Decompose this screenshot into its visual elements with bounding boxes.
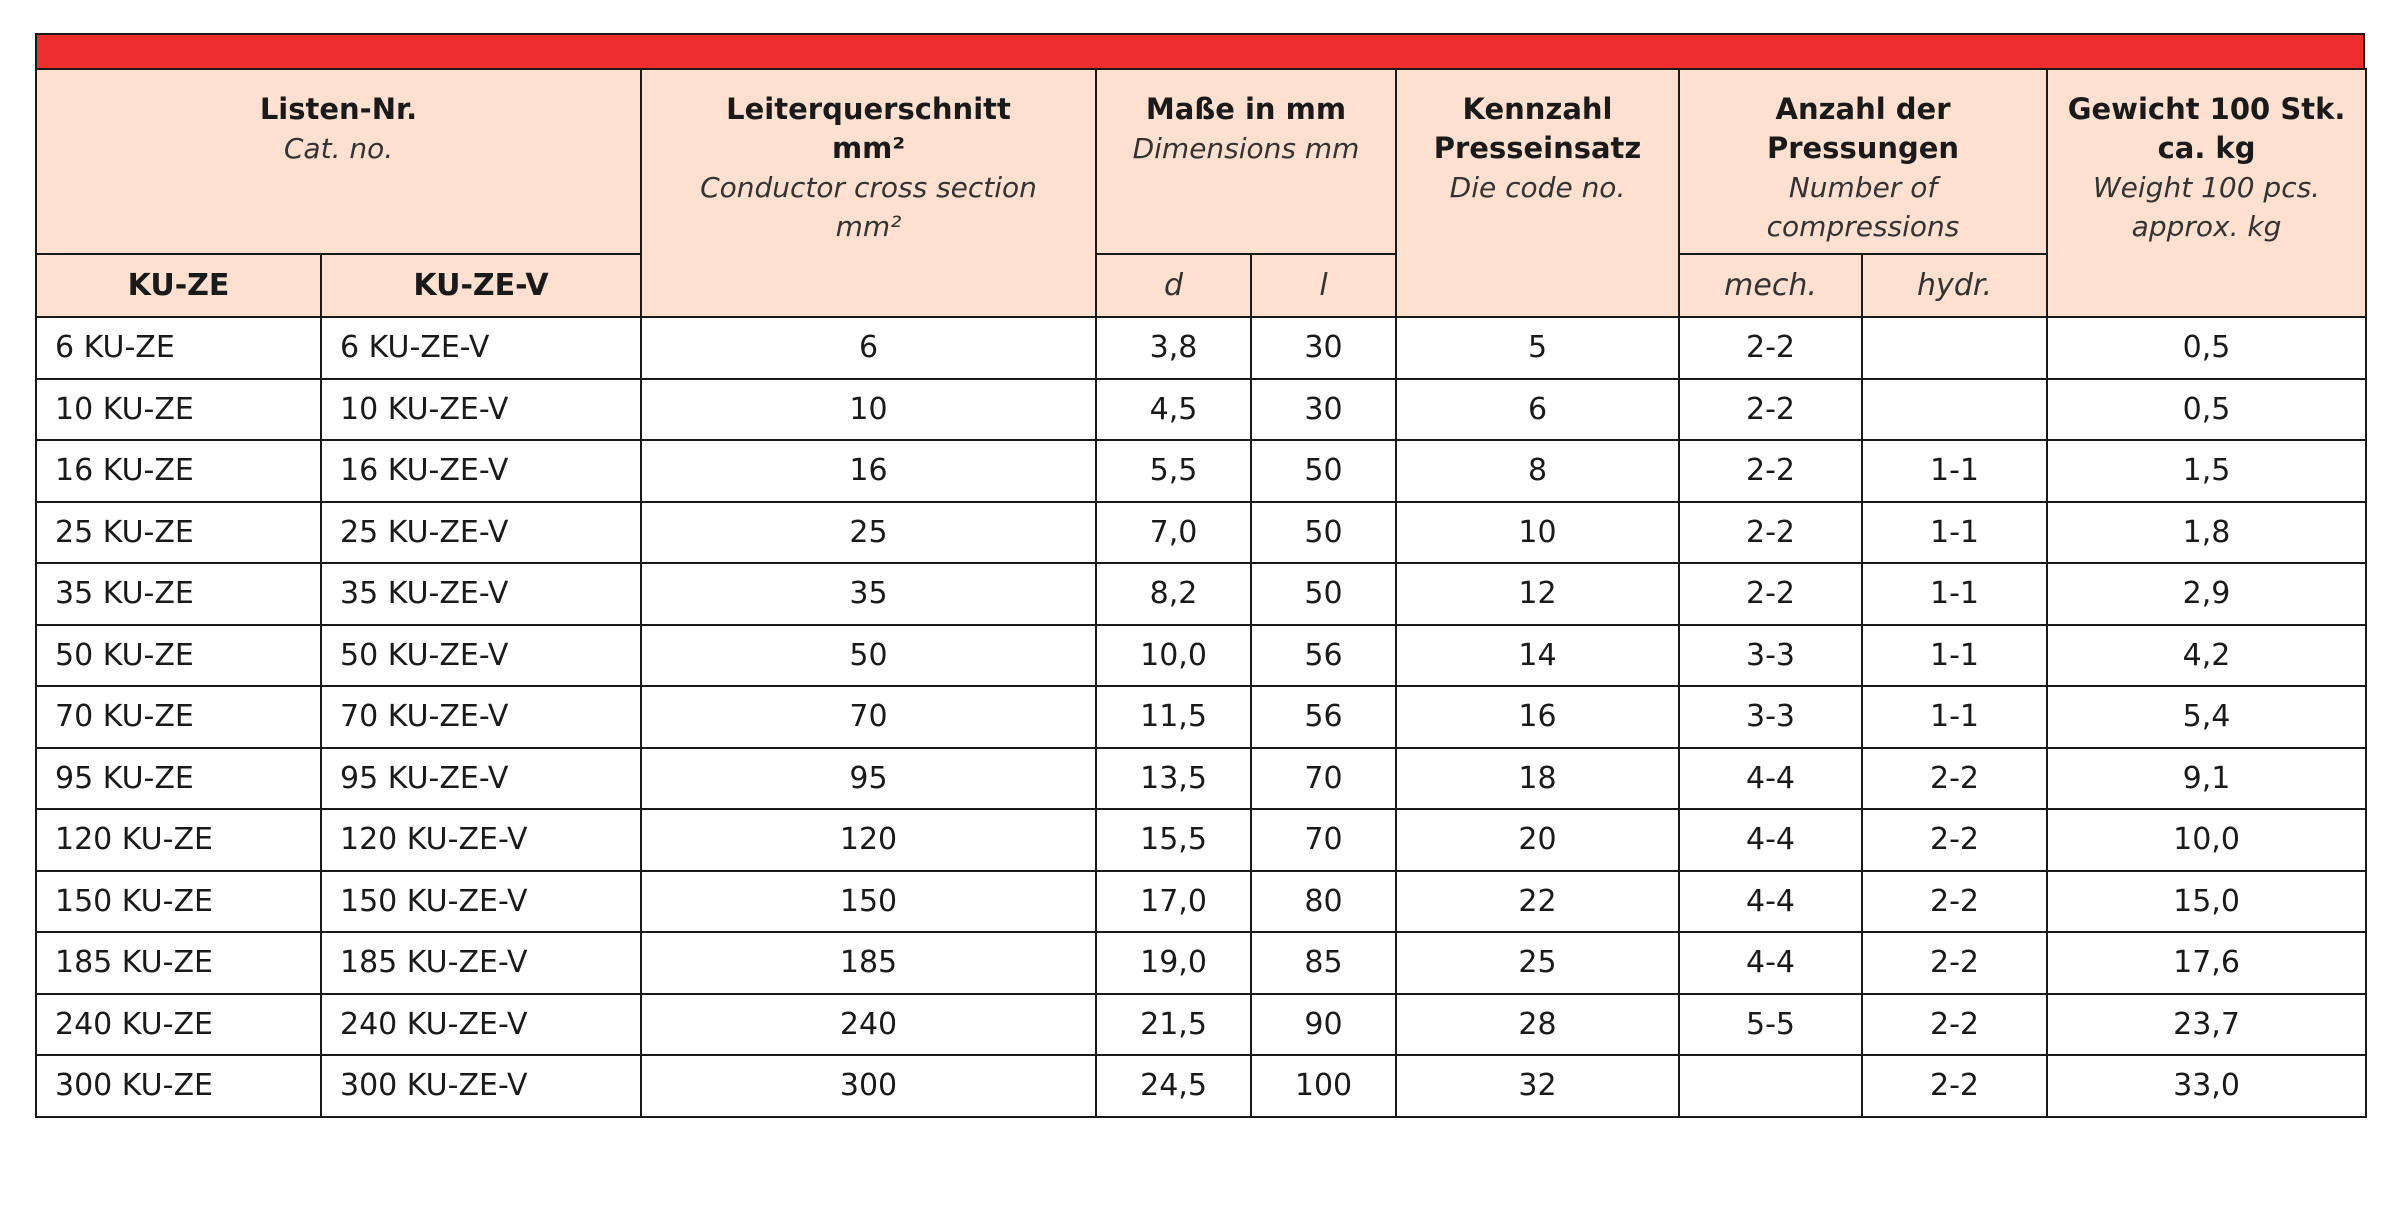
cell-cat-no-ku-ze: 6 KU-ZE <box>36 317 321 379</box>
cell-cat-no-ku-ze-v: 25 KU-ZE-V <box>321 502 641 564</box>
cell-dimension-d: 13,5 <box>1096 748 1251 810</box>
header-conductor <box>641 69 1096 317</box>
cell-weight: 0,5 <box>2047 317 2366 379</box>
subheader-d <box>1096 254 1251 317</box>
cell-conductor-cross-section: 120 <box>641 809 1096 871</box>
subheader-ku-ze-label: KU-ZE <box>127 268 230 303</box>
cell-dimension-l: 80 <box>1251 871 1396 933</box>
cell-weight: 2,9 <box>2047 563 2366 625</box>
cell-compressions-hydr: 1-1 <box>1862 502 2047 564</box>
header-compressions-de-1: Anzahl der <box>1775 92 1951 126</box>
cell-compressions-mech: 5-5 <box>1679 994 1862 1056</box>
cell-conductor-cross-section: 185 <box>641 932 1096 994</box>
cell-weight: 4,2 <box>2047 625 2366 687</box>
cell-compressions-hydr: 1-1 <box>1862 563 2047 625</box>
cell-cat-no-ku-ze-v: 95 KU-ZE-V <box>321 748 641 810</box>
cell-dimension-l: 70 <box>1251 809 1396 871</box>
header-cat-no-de: Listen-Nr. <box>259 92 418 126</box>
cell-cat-no-ku-ze-v: 50 KU-ZE-V <box>321 625 641 687</box>
cell-cat-no-ku-ze: 70 KU-ZE <box>36 686 321 748</box>
header-compressions-en-2: compressions <box>1766 210 1960 243</box>
cell-cat-no-ku-ze: 35 KU-ZE <box>36 563 321 625</box>
cell-cat-no-ku-ze: 50 KU-ZE <box>36 625 321 687</box>
cell-compressions-hydr: 2-2 <box>1862 1055 2047 1117</box>
subheader-mech-label: mech. <box>1724 268 1817 303</box>
cell-dimension-l: 50 <box>1251 563 1396 625</box>
cell-compressions-mech: 2-2 <box>1679 440 1862 502</box>
cell-conductor-cross-section: 300 <box>641 1055 1096 1117</box>
cell-dimension-l: 56 <box>1251 625 1396 687</box>
cell-die-code: 8 <box>1396 440 1679 502</box>
cell-conductor-cross-section: 10 <box>641 379 1096 441</box>
red-header-bar <box>35 33 2365 68</box>
cell-cat-no-ku-ze: 300 KU-ZE <box>36 1055 321 1117</box>
header-compressions-de-2: Pressungen <box>1766 131 1960 165</box>
cell-cat-no-ku-ze-v: 150 KU-ZE-V <box>321 871 641 933</box>
cell-compressions-mech: 4-4 <box>1679 748 1862 810</box>
cell-conductor-cross-section: 95 <box>641 748 1096 810</box>
table-row <box>36 440 2366 502</box>
cell-compressions-hydr: 2-2 <box>1862 809 2047 871</box>
subheader-ku-ze-v-label: KU-ZE-V <box>413 268 549 303</box>
cell-conductor-cross-section: 35 <box>641 563 1096 625</box>
cell-compressions-mech: 2-2 <box>1679 563 1862 625</box>
product-table <box>35 68 2367 1118</box>
cell-die-code: 32 <box>1396 1055 1679 1117</box>
cell-conductor-cross-section: 150 <box>641 871 1096 933</box>
header-conductor-en-2: mm² <box>835 210 902 243</box>
cell-cat-no-ku-ze: 150 KU-ZE <box>36 871 321 933</box>
cell-die-code: 14 <box>1396 625 1679 687</box>
cell-cat-no-ku-ze-v: 6 KU-ZE-V <box>321 317 641 379</box>
header-cat-no <box>36 69 641 254</box>
cell-die-code: 16 <box>1396 686 1679 748</box>
cell-compressions-hydr: 1-1 <box>1862 440 2047 502</box>
table-row <box>36 994 2366 1056</box>
subheader-mech <box>1679 254 1862 317</box>
cell-cat-no-ku-ze-v: 300 KU-ZE-V <box>321 1055 641 1117</box>
cell-conductor-cross-section: 50 <box>641 625 1096 687</box>
header-die-code-de-1: Kennzahl <box>1462 92 1613 126</box>
table-row <box>36 686 2366 748</box>
product-table-container <box>35 33 2365 1118</box>
header-conductor-de-2: mm² <box>831 131 906 165</box>
cell-compressions-mech: 3-3 <box>1679 686 1862 748</box>
cell-dimension-l: 30 <box>1251 379 1396 441</box>
cell-dimension-d: 17,0 <box>1096 871 1251 933</box>
cell-compressions-hydr <box>1862 317 2047 379</box>
cell-dimension-l: 50 <box>1251 502 1396 564</box>
cell-conductor-cross-section: 25 <box>641 502 1096 564</box>
cell-cat-no-ku-ze-v: 70 KU-ZE-V <box>321 686 641 748</box>
cell-cat-no-ku-ze: 16 KU-ZE <box>36 440 321 502</box>
cell-conductor-cross-section: 70 <box>641 686 1096 748</box>
table-row <box>36 932 2366 994</box>
cell-compressions-hydr: 2-2 <box>1862 994 2047 1056</box>
cell-dimension-d: 8,2 <box>1096 563 1251 625</box>
cell-dimension-d: 11,5 <box>1096 686 1251 748</box>
cell-dimension-l: 30 <box>1251 317 1396 379</box>
cell-dimension-l: 100 <box>1251 1055 1396 1117</box>
cell-compressions-hydr <box>1862 379 2047 441</box>
cell-cat-no-ku-ze: 95 KU-ZE <box>36 748 321 810</box>
table-body <box>36 317 2366 1117</box>
subheader-ku-ze <box>36 254 321 317</box>
cell-cat-no-ku-ze: 240 KU-ZE <box>36 994 321 1056</box>
cell-cat-no-ku-ze: 120 KU-ZE <box>36 809 321 871</box>
subheader-ku-ze-v <box>321 254 641 317</box>
header-dimensions-de: Maße in mm <box>1145 92 1347 126</box>
cell-compressions-mech: 4-4 <box>1679 932 1862 994</box>
cell-compressions-mech: 4-4 <box>1679 871 1862 933</box>
table-row <box>36 563 2366 625</box>
cell-dimension-d: 10,0 <box>1096 625 1251 687</box>
header-weight-en-1: Weight 100 pcs. <box>2092 171 2321 204</box>
cell-dimension-l: 85 <box>1251 932 1396 994</box>
cell-weight: 0,5 <box>2047 379 2366 441</box>
table-row <box>36 871 2366 933</box>
cell-compressions-mech: 2-2 <box>1679 379 1862 441</box>
subheader-l-label: l <box>1319 268 1328 303</box>
cell-dimension-d: 3,8 <box>1096 317 1251 379</box>
subheader-d-label: d <box>1163 268 1184 303</box>
cell-compressions-hydr: 2-2 <box>1862 748 2047 810</box>
cell-weight: 15,0 <box>2047 871 2366 933</box>
cell-cat-no-ku-ze-v: 185 KU-ZE-V <box>321 932 641 994</box>
cell-compressions-mech: 2-2 <box>1679 502 1862 564</box>
cell-cat-no-ku-ze: 10 KU-ZE <box>36 379 321 441</box>
cell-cat-no-ku-ze: 25 KU-ZE <box>36 502 321 564</box>
header-die-code <box>1396 69 1679 317</box>
cell-dimension-l: 50 <box>1251 440 1396 502</box>
cell-die-code: 5 <box>1396 317 1679 379</box>
header-cat-no-en: Cat. no. <box>283 132 394 165</box>
table-row <box>36 809 2366 871</box>
cell-dimension-d: 24,5 <box>1096 1055 1251 1117</box>
cell-cat-no-ku-ze-v: 240 KU-ZE-V <box>321 994 641 1056</box>
cell-cat-no-ku-ze-v: 16 KU-ZE-V <box>321 440 641 502</box>
cell-compressions-mech: 3-3 <box>1679 625 1862 687</box>
header-row-sub <box>36 254 2366 317</box>
header-die-code-de-2: Presseinsatz <box>1433 131 1642 165</box>
cell-compressions-hydr: 1-1 <box>1862 625 2047 687</box>
cell-compressions-mech: 4-4 <box>1679 809 1862 871</box>
cell-compressions-hydr: 2-2 <box>1862 871 2047 933</box>
subheader-hydr-label: hydr. <box>1917 268 1992 303</box>
subheader-hydr <box>1862 254 2047 317</box>
cell-cat-no-ku-ze: 185 KU-ZE <box>36 932 321 994</box>
header-dimensions <box>1096 69 1396 254</box>
cell-dimension-l: 90 <box>1251 994 1396 1056</box>
cell-conductor-cross-section: 6 <box>641 317 1096 379</box>
cell-cat-no-ku-ze-v: 120 KU-ZE-V <box>321 809 641 871</box>
cell-compressions-hydr: 2-2 <box>1862 932 2047 994</box>
cell-dimension-d: 4,5 <box>1096 379 1251 441</box>
table-row <box>36 502 2366 564</box>
cell-die-code: 20 <box>1396 809 1679 871</box>
cell-dimension-d: 21,5 <box>1096 994 1251 1056</box>
cell-weight: 9,1 <box>2047 748 2366 810</box>
table-row <box>36 317 2366 379</box>
cell-compressions-mech <box>1679 1055 1862 1117</box>
cell-weight: 10,0 <box>2047 809 2366 871</box>
table-row <box>36 1055 2366 1117</box>
cell-die-code: 22 <box>1396 871 1679 933</box>
header-compressions-en-1: Number of <box>1788 171 1938 204</box>
header-weight <box>2047 69 2366 317</box>
cell-die-code: 10 <box>1396 502 1679 564</box>
cell-dimension-d: 5,5 <box>1096 440 1251 502</box>
header-row-main <box>36 69 2366 254</box>
cell-die-code: 18 <box>1396 748 1679 810</box>
cell-weight: 5,4 <box>2047 686 2366 748</box>
header-dimensions-en: Dimensions mm <box>1132 132 1360 165</box>
cell-dimension-d: 7,0 <box>1096 502 1251 564</box>
cell-weight: 1,8 <box>2047 502 2366 564</box>
cell-dimension-l: 56 <box>1251 686 1396 748</box>
cell-compressions-mech: 2-2 <box>1679 317 1862 379</box>
cell-conductor-cross-section: 16 <box>641 440 1096 502</box>
cell-cat-no-ku-ze-v: 35 KU-ZE-V <box>321 563 641 625</box>
cell-die-code: 25 <box>1396 932 1679 994</box>
table-row <box>36 379 2366 441</box>
header-weight-de-2: ca. kg <box>2157 131 2256 165</box>
cell-dimension-d: 19,0 <box>1096 932 1251 994</box>
header-conductor-en-1: Conductor cross section <box>700 171 1037 204</box>
header-weight-de-1: Gewicht 100 Stk. <box>2067 92 2346 126</box>
cell-dimension-d: 15,5 <box>1096 809 1251 871</box>
cell-dimension-l: 70 <box>1251 748 1396 810</box>
header-compressions <box>1679 69 2047 254</box>
cell-weight: 17,6 <box>2047 932 2366 994</box>
cell-compressions-hydr: 1-1 <box>1862 686 2047 748</box>
table-row <box>36 625 2366 687</box>
cell-weight: 1,5 <box>2047 440 2366 502</box>
cell-die-code: 12 <box>1396 563 1679 625</box>
header-weight-en-2: approx. kg <box>2131 210 2282 243</box>
cell-weight: 23,7 <box>2047 994 2366 1056</box>
cell-cat-no-ku-ze-v: 10 KU-ZE-V <box>321 379 641 441</box>
cell-die-code: 6 <box>1396 379 1679 441</box>
cell-die-code: 28 <box>1396 994 1679 1056</box>
header-die-code-en: Die code no. <box>1449 171 1626 204</box>
cell-weight: 33,0 <box>2047 1055 2366 1117</box>
header-conductor-de-1: Leiterquerschnitt <box>726 92 1011 126</box>
cell-conductor-cross-section: 240 <box>641 994 1096 1056</box>
table-row <box>36 748 2366 810</box>
subheader-l <box>1251 254 1396 317</box>
